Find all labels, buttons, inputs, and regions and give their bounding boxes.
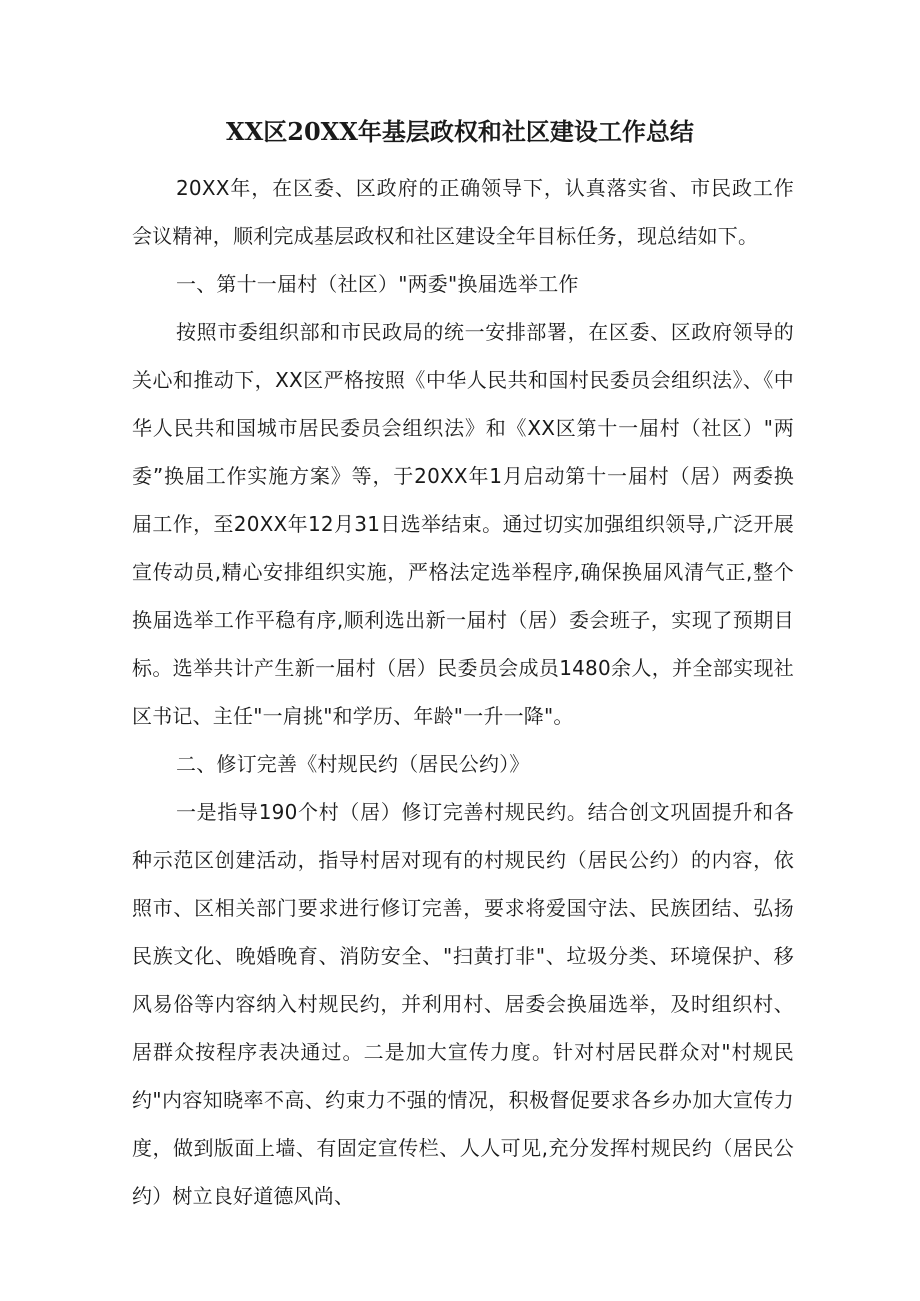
section-1-heading: 一、第十一届村（社区）"两委"换届选举工作 <box>176 272 579 296</box>
document-body <box>132 164 794 1220</box>
section-1-paragraph: 按照市委组织部和市民政局的统一安排部署，在区委、区政府领导的关心和推动下，XX区严格按照《中华人民共和国村民委员会组织法》、《中华人民共和国城市居民委员会组织法》和《XX区第十一届村（社区）"两委”换届工作实施方案》等，于20XX年1月启动第十一届村（居）两委换届工作，至20XX年12月31日选举结束。通过切实加强组织领导,广泛开展宣传动员,精心安排组织实施，严格法定选举程序,确保换届风清气正,整个换届选举工作平稳有序,顺利选出新一届村（居）委会班子，实现了预期目标。选举共计产生新一届村（居）民委员会成员1480余人，并全部实现社区书记、主任"一肩挑"和学历、年龄"一升一降"。 <box>132 320 794 728</box>
intro-paragraph: 20XX年，在区委、区政府的正确领导下，认真落实省、市民政工作会议精神，顺利完成基层政权和社区建设全年目标任务，现总结如下。 <box>132 176 794 248</box>
section-2-heading: 二、修订完善《村规民约（居民公约）》 <box>176 752 530 776</box>
document-title: XX区20XX年基层政权和社区建设工作总结 <box>226 117 694 146</box>
section-2-paragraph: 一是指导190个村（居）修订完善村规民约。结合创文巩固提升和各种示范区创建活动，指导村居对现有的村规民约（居民公约）的内容，依照市、区相关部门要求进行修订完善，要求将爱国守法、民族团结、弘扬民族文化、晚婚晚育、消防安全、"扫黄打非"、垃圾分类、环境保护、移风易俗等内容纳入村规民约，并利用村、居委会换届选举，及时组织村、居群众按程序表决通过。二是加大宣传力度。针对村居民群众对"村规民约"内容知晓率不高、约束力不强的情况，积极督促要求各乡办加大宣传力度，做到版面上墙、有固定宣传栏、人人可见,充分发挥村规民约（居民公约）树立良好道德风尚、 <box>132 800 794 1208</box>
